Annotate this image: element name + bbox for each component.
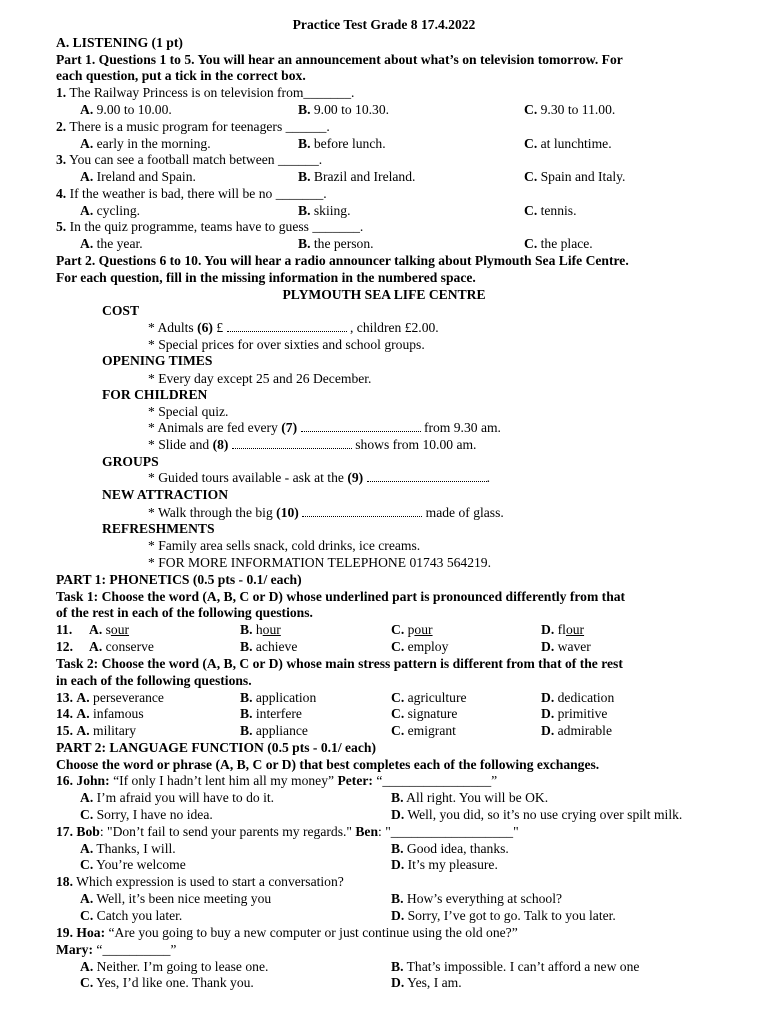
info-telephone-line: * FOR MORE INFORMATION TELEPHONE 01743 564219. (148, 555, 492, 570)
centre-title: PLYMOUTH SEA LIFE CENTRE (282, 287, 486, 302)
question-12 (0, 639, 768, 655)
question-14: 14. A. infamous B. interfere C. signature D. primitive (56, 706, 608, 721)
question-19-options-ab (0, 959, 768, 975)
children-fed-line: * Animals are fed every (7) from 9.30 am. (148, 420, 501, 435)
option-c: C. agriculture (391, 690, 467, 705)
part2-instruction-cont: For each question, fill in the missing information in the numbered space. (56, 270, 476, 285)
question-16: 16. John: “If only I hadn’t lent him all my money” Peter: “________________” (56, 773, 498, 788)
question-13: 13. A. perseverance B. application C. agriculture D. dedication (56, 690, 615, 705)
children-slide-line: * Slide and (8) shows from 10.00 am. (148, 437, 477, 452)
option-d: D. primitive (541, 706, 608, 721)
option-b: B. before lunch. (298, 136, 386, 151)
option-d: D. Well, you did, so it’s no use crying over spilt milk. (391, 807, 683, 822)
question-18: 18. Which expression is used to start a conversation? (56, 874, 344, 889)
option-b: B. hour (240, 622, 281, 637)
blank-6[interactable] (227, 320, 347, 332)
children-heading: FOR CHILDREN (102, 387, 208, 402)
question-16-options-ab (0, 790, 768, 806)
option-c: C. at lunchtime. (524, 136, 612, 151)
option-c: C. emigrant (391, 723, 456, 738)
option-c: C. 9.30 to 11.00. (524, 102, 616, 117)
option-c: C. Catch you later. (80, 908, 183, 923)
option-d: D. Sorry, I’ve got to go. Talk to you later. (391, 908, 616, 923)
option-c: C. employ (391, 639, 449, 654)
question-19-options-cd (0, 975, 768, 991)
blank-7[interactable] (301, 420, 421, 432)
question-number: 11. (56, 622, 73, 637)
cost-adults-line: * Adults (6) £ , children £2.00. (148, 320, 439, 335)
blank-8[interactable] (232, 437, 352, 449)
question-19-reply: Mary: “__________” (56, 942, 177, 957)
question-1-options (0, 102, 768, 118)
option-a: A. sour (89, 622, 130, 637)
option-a: A. conserve (89, 639, 154, 654)
question-17: 17. Bob: "Don’t fail to send your parents my regards." Ben: "__________________" (56, 824, 519, 839)
children-quiz-line: * Special quiz. (148, 404, 229, 419)
refreshments-line: * Family area sells snack, cold drinks, ice creams. (148, 538, 421, 553)
task1-instruction: Task 1: Choose the word (A, B, C or D) whose underlined part is pronounced differently from that (56, 589, 626, 604)
option-b: B. That’s impossible. I can’t afford a new one (391, 959, 640, 974)
option-d: D. dedication (541, 690, 615, 705)
option-c: C. signature (391, 706, 458, 721)
part1-instruction-cont: each question, put a tick in the correct box. (56, 68, 306, 83)
question-number: 12. (56, 639, 73, 654)
question-1: 1. The Railway Princess is on television from_______. (56, 85, 355, 100)
option-c: C. Sorry, I have no idea. (80, 807, 213, 822)
task2-instruction-cont: in each of the following questions. (56, 673, 252, 688)
option-d: D. waver (541, 639, 591, 654)
phonetics-heading: PART 1: PHONETICS (0.5 pts - 0.1/ each) (56, 572, 302, 587)
option-b: B. appliance (240, 723, 308, 738)
opening-line: * Every day except 25 and 26 December. (148, 371, 372, 386)
question-2: 2. There is a music program for teenagers ______. (56, 119, 330, 134)
option-b: B. How’s everything at school? (391, 891, 563, 906)
option-b: B. All right. You will be OK. (391, 790, 549, 805)
part2-instruction: Part 2. Questions 6 to 10. You will hear a radio announcer talking about Plymouth Sea Life Centre. (56, 253, 629, 268)
option-a: A. 9.00 to 10.00. (80, 102, 172, 117)
question-3-options (0, 169, 768, 185)
option-d: D. Yes, I am. (391, 975, 462, 990)
page-title: Practice Test Grade 8 17.4.2022 (292, 17, 476, 32)
cost-heading: COST (102, 303, 140, 318)
question-4: 4. If the weather is bad, there will be no _______. (56, 186, 327, 201)
option-c: C. pour (391, 622, 433, 637)
option-b: B. 9.00 to 10.30. (298, 102, 390, 117)
question-17-options-cd (0, 857, 768, 873)
section-a-heading: A. LISTENING (1 pt) (56, 35, 183, 50)
option-b: B. the person. (298, 236, 374, 251)
option-b: B. skiing. (298, 203, 351, 218)
option-d: D. flour (541, 622, 585, 637)
option-d: D. admirable (541, 723, 612, 738)
question-19: 19. Hoa: “Are you going to buy a new computer or just continue using the old one?” (56, 925, 518, 940)
option-d: D. It’s my pleasure. (391, 857, 498, 872)
option-a: A. Neither. I’m going to lease one. (80, 959, 269, 974)
option-b: B. Brazil and Ireland. (298, 169, 416, 184)
option-c: C. Spain and Italy. (524, 169, 626, 184)
option-a: A. early in the morning. (80, 136, 211, 151)
question-17-options-ab (0, 841, 768, 857)
language-function-heading: PART 2: LANGUAGE FUNCTION (0.5 pts - 0.1/ each) (56, 740, 376, 755)
question-4-options (0, 203, 768, 219)
option-c: C. Yes, I’d like one. Thank you. (80, 975, 254, 990)
question-5: 5. In the quiz programme, teams have to guess _______. (56, 219, 364, 234)
option-c: C. You’re welcome (80, 857, 186, 872)
question-16-options-cd (0, 807, 768, 823)
question-3: 3. You can see a football match between ______. (56, 152, 323, 167)
refreshments-heading: REFRESHMENTS (102, 521, 215, 536)
option-a: A. Thanks, I will. (80, 841, 176, 856)
question-18-options-cd (0, 908, 768, 924)
option-b: B. interfere (240, 706, 302, 721)
option-b: B. Good idea, thanks. (391, 841, 509, 856)
blank-10[interactable] (302, 505, 422, 517)
question-18-options-ab (0, 891, 768, 907)
option-a: A. I’m afraid you will have to do it. (80, 790, 275, 805)
cost-special-line: * Special prices for over sixties and school groups. (148, 337, 425, 352)
question-2-options (0, 136, 768, 152)
attraction-line: * Walk through the big (10) made of glass. (148, 505, 504, 520)
part1-instruction: Part 1. Questions 1 to 5. You will hear an announcement about what’s on television tomorrow. For (56, 52, 623, 67)
option-b: B. application (240, 690, 317, 705)
opening-heading: OPENING TIMES (102, 353, 213, 368)
groups-heading: GROUPS (102, 454, 159, 469)
option-c: C. tennis. (524, 203, 577, 218)
question-15: 15. A. military B. appliance C. emigrant D. admirable (56, 723, 612, 738)
blank-9[interactable] (367, 470, 487, 482)
question-5-options (0, 236, 768, 252)
option-a: A. cycling. (80, 203, 141, 218)
task2-instruction: Task 2: Choose the word (A, B, C or D) whose main stress pattern is different from that of the rest (56, 656, 623, 671)
option-a: A. Well, it’s been nice meeting you (80, 891, 272, 906)
task1-instruction-cont: of the rest in each of the following questions. (56, 605, 313, 620)
option-c: C. the place. (524, 236, 593, 251)
question-11 (0, 622, 768, 638)
option-b: B. achieve (240, 639, 298, 654)
groups-line: * Guided tours available - ask at the (9) . (148, 470, 490, 485)
language-function-instruction: Choose the word or phrase (A, B, C or D) that best completes each of the following exchanges. (56, 757, 600, 772)
attraction-heading: NEW ATTRACTION (102, 487, 229, 502)
option-a: A. Ireland and Spain. (80, 169, 196, 184)
option-a: A. the year. (80, 236, 143, 251)
